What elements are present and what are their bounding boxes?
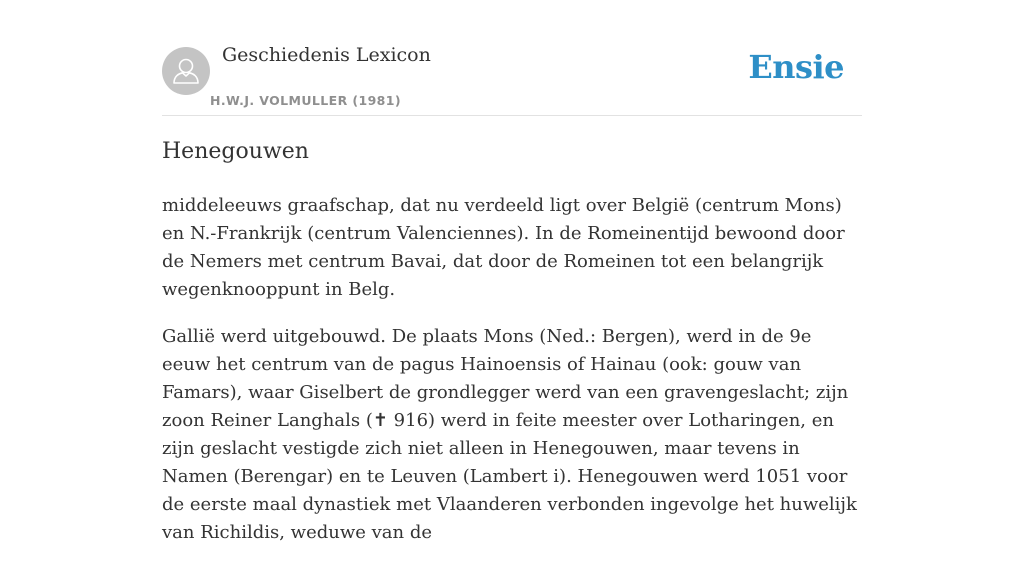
avatar[interactable] [162,47,210,95]
ensie-logo[interactable]: Ensie [748,48,844,86]
author-link[interactable]: H.W.J. VOLMULLER (1981) [210,93,401,108]
page [162,0,862,543]
entry-title: Henegouwen [162,139,309,164]
book-title-link[interactable]: Geschiedenis Lexicon [222,44,431,66]
entry-body [162,192,862,566]
entry-paragraph: Gallië werd uitgebouwd. De plaats Mons (Ned.: Bergen), werd in de 9e eeuw het centrum van de pagus Hainoensis of Hainau (ook: gouw van Famars), waar Giselbert de grondlegger werd van een gravengeslacht; zijn zoon Reiner Langhals (✝ 916) werd in feite meester over Lotharingen, en zijn geslacht vestigde zich niet alleen in Henegouwen, maar tevens in Namen (Berengar) en te Leuven (Lambert i). Henegouwen werd 1051 voor de eerste maal dynastiek met Vlaanderen verbonden ingevolge het huwelijk van Richildis, weduwe van de [162,326,857,543]
user-silhouette-icon [162,47,210,95]
header [162,0,862,116]
entry-paragraph: middeleeuws graafschap, dat nu verdeeld ligt over België (centrum Mons) en N.-Frankrijk (centrum Valenciennes). In de Romeinentijd bewoond door de Nemers met centrum Bavai, dat door de Romeinen tot een belangrijk wegenknooppunt in Belg. [162,195,845,300]
